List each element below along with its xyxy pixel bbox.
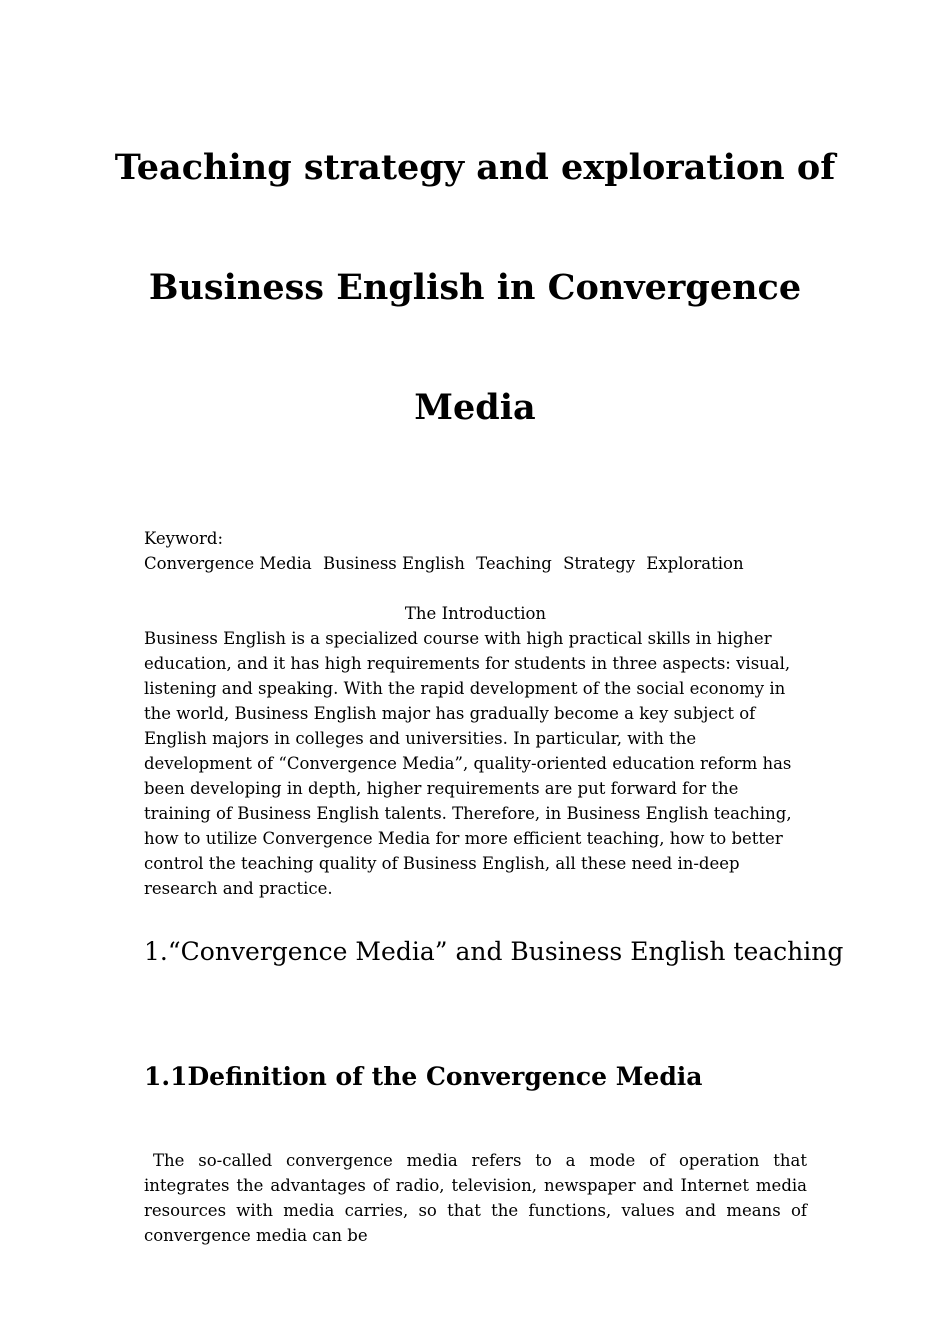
keyword-label: Keyword: [144, 529, 224, 548]
definition-paragraph: The so-called convergence media refers to a mode of operation that integrates the advantages of radio, television, newspaper and Internet media resources with media carries, so that the functions, values and means of convergence media can be [144, 1151, 807, 1245]
document-title-line-2: Business English in Convergence [148, 267, 802, 308]
keyword-item: Strategy [563, 554, 636, 573]
keyword-list [144, 551, 807, 576]
keyword-item: Business English [322, 554, 465, 573]
keyword-item: Convergence Media [144, 554, 312, 573]
section-1-heading: 1.“Convergence Media” and Business English teaching [144, 937, 844, 966]
keyword-item: Teaching [476, 554, 552, 573]
introduction-paragraph: Business English is a specialized course with high practical skills in higher education, and it has high requirements for students in three aspects: visual, listening and speaking. With the rapid development of the social economy in the world, Business English major has gradually become a key subject of English majors in colleges and universities. In particular, with the development of “Convergence Media”, quality-oriented education reform has been developing in depth, higher requirements are put forward for the training of Business English talents. Therefore, in Business English teaching, how to utilize Convergence Media for more efficient teaching, how to better control the teaching quality of Business English, all these need in-deep research and practice. [144, 629, 792, 898]
keyword-item: Exploration [646, 554, 744, 573]
section-1-1-heading: 1.1Definition of the Convergence Media [144, 1062, 703, 1091]
document-title-line-3: Media [414, 387, 536, 428]
introduction-heading: The Introduction [404, 604, 547, 623]
document-title-line-1: Teaching strategy and exploration of [114, 147, 836, 188]
